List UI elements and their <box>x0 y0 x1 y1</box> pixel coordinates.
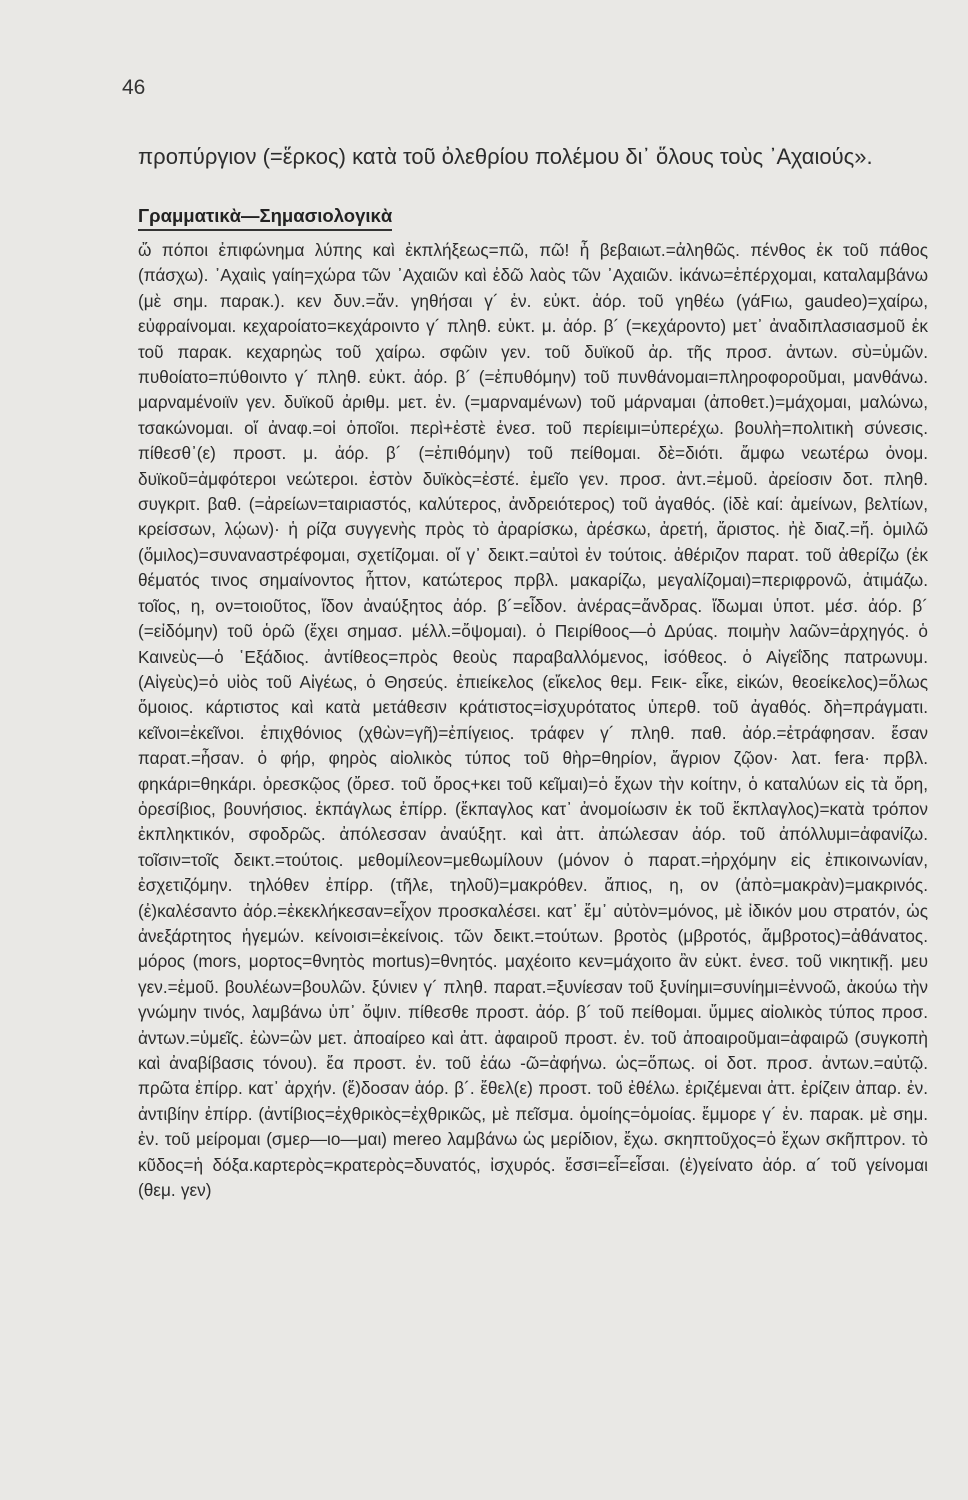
glossary-text: ὤ πόποι ἐπιφώνημα λύπης καὶ ἐκπλήξεως=πῶ, πῶ! ἦ βεβαιωτ.=ἀληθῶς. πένθος ἐκ τοῦ πάθος (πάσχω). ᾽Αχαιὶς γαίη=χώρα τῶν ᾽Αχαιῶν καὶ ἐδῶ λαὸς τῶν ᾽Αχαιῶν. ἱκάνω=ἐπέρχομαι, καταλαμβάνω (μὲ σημ. παρακ.). κεν δυν.=ἄν. γηθήσαι γ´ ἑν. εὐκτ. ἀόρ. τοῦ γηθέω (γάFιω, gaudeo)=χαίρω, εὐφραίνομαι. κεχαροίατο=κεχάροιντο γ´ πληθ. εὐκτ. μ. ἀόρ. β´ (=κεχάροντο) μετ᾽ ἀναδιπλασιασμοῦ ἐκ τοῦ παρακ. κεχαρηὼς τοῦ χαίρω. σφῶιν γεν. τοῦ δυϊκοῦ ἀρ. τῆς προσ. ἀντων. σὺ=ὑμῶν. πυθοίατο=πύθοιντο γ´ πληθ. εὐκτ. ἀόρ. β´ (=ἐπυθόμην) τοῦ πυνθάνομαι=πληροφοροῦμαι, μανθάνω. μαρναμένοιϊν γεν. δυϊκοῦ ἀριθμ. μετ. ἐν. (=μαρναμένων) τοῦ μάρναμαι (ἀποθετ.)=μάχομαι, μαλώνω, τσακώνομαι. οἵ ἀναφ.=οἱ ὁποῖοι. περὶ+ἐστὲ ἐνεσ. τοῦ περίειμι=ὑπερέχω. βουλὴ=πολιτικὴ σύνεσις. πίθεσθ᾽(ε) προστ. μ. ἀόρ. β´ (=ἐπιθόμην) τοῦ πείθομαι. δὲ=διότι. ἄμφω νεωτέρω ὀνομ. δυϊκοῦ=ἀμφότεροι νεώτεροι. ἐστὸν δυϊκὸς=ἐστέ. ἐμεῖο γεν. προσ. ἀντ.=ἐμοῦ. ἀρείοσιν δοτ. πληθ. συγκριτ. βαθ. (=ἀρείων=ταιριαστός, καλύτερος, ἀνδρειότερος) τοῦ ἀγαθός. (ἰδὲ καί: ἀμείνων, βελτίων, κρείσσων, λῴων)· ἡ ρίζα συγγενὴς πρὸς τὸ ἀραρίσκω, ἀρέσκω, ἀρετή, ἄριστος. ἠὲ διαζ.=ἤ. ὁμιλῶ (ὅμιλος)=συναναστρέφομαι, σχετίζομαι. οἵ γ᾽ δεικτ.=αὐτοὶ ἐν τούτοις. ἀθέριζον παρατ. τοῦ ἀθερίζω (ἐκ θέματός τινος σημαίνοντος ἧττον, κατώτερος πρβλ. μακαρίζω, μεγαλίζομαι)=περιφρονῶ, ἀτιμάζω. τοῖος, η, ον=τοιοῦτος, ἴδον ἀναύξητος ἀόρ. β´=εἶδον. ἀνέρας=ἄνδρας. ἴδωμαι ὑποτ. μέσ. ἀόρ. β´ (=εἰδόμην) τοῦ ὁρῶ (ἔχει σημασ. μέλλ.=ὄψομαι). ὁ Πειρίθοος—ὁ Δρύας. ποιμὴν λαῶν=ἀρχηγός. ὁ Καινεὺς—ὁ ῾Εξάδιος. ἀντίθεος=πρὸς θεοὺς παραβαλλόμενος, ἰσόθεος. ὁ Αἰγεΐδης πατρωνυμ. (Αἰγεὺς)=ὁ υἱὸς τοῦ Αἰγέως, ὁ Θησεύς. ἐπιείκελος (εἴκελος θεμ. Fεικ- εἶκε, εἰκών, θεοείκελος)=ὅλως ὅμοιος. κάρτιστος καὶ κατὰ μετάθεσιν κράτιστος=ἰσχυρότατος ὑπερθ. τοῦ ἀγαθός. δὴ=πράγματι. κεῖνοι=ἐκεῖνοι. ἐπιχθόνιος (χθὼν=γῆ)=ἐπίγειος. τράφεν γ´ πληθ. παθ. ἀόρ.=ἐτράφησαν. ἔσαν παρατ.=ἦσαν. ὁ φήρ, φηρὸς αἰολικὸς τύπος τοῦ θὴρ=θηρίον, ἄγριον ζῷον· λατ. fera· πρβλ. φηκάρι=θηκάρι. ὀρεσκῷος (ὄρεσ. τοῦ ὄρος+κει τοῦ κεῖμαι)=ὁ ἔχων τὴν κοίτην, ὁ καταλύων εἰς τὰ ὄρη, ὀρεσίβιος, βουνήσιος. ἐκπάγλως ἐπίρρ. (ἔκπαγλος κατ᾽ ἀνομοίωσιν ἐκ τοῦ ἔκπλαγλος)=κατὰ τρόπον ἐκπληκτικόν, σφοδρῶς. ἀπόλεσσαν ἀναύξητ. καὶ ἀττ. ἀπώλεσαν ἀόρ. τοῦ ἀπόλλυμι=ἀφανίζω. τοῖσιν=τοῖς δεικτ.=τούτοις. μεθομίλεον=μεθωμίλουν (μόνον ὁ παρατ.=ἠρχόμην εἰς ἐπικοινωνίαν, ἐσχετιζόμην. τηλόθεν ἐπίρρ. (τῆλε, τηλοῦ)=μακρόθεν. ἄπιος, η, ον (ἀπὸ=μακρὰν)=μακρινός. (ἐ)καλέσαντο ἀόρ.=ἐκεκλήκεσαν=εἶχον προσκαλέσει. κατ᾽ ἔμ᾽ αὐτὸν=μόνος, μὲ ἰδικόν μου στρατόν, ὡς ἀνεξάρτητος ἡγεμών. κείνοισι=ἐκείνοις. τῶν δεικτ.=τούτων. βροτὸς (μβροτός, ἄμβροτος)=ἀθάνατος. μόρος (mors, μορτος=θνητὸς mortus)=θνητός. μαχέοιτο κεν=μάχοιτο ἂν εὐκτ. ἐνεσ. τοῦ νικητικῇ. μευ γεν.=ἐμοῦ. βουλέων=βουλῶν. ξύνιεν γ´ πληθ. παρατ.=ξυνίεσαν τοῦ ξυνίημι=συνίημι=ἐννοῶ, ἀκούω τὴν γνώμην τινός, λαμβάνω ὑπ᾽ ὄψιν. πίθεσθε προστ. ἀόρ. β´ τοῦ πείθομαι. ὔμμες αἰολικὸς τύπος προσ. ἀντων.=ὑμεῖς. ἐὼν=ὢν μετ. ἀποαίρεο καὶ ἀττ. ἀφαιροῦ προστ. ἐν. τοῦ ἀποαιροῦμαι=ἀφαιρῶ (συγκοπὴ καὶ ἀναβίβασις τόνου). ἔα προστ. ἐν. τοῦ ἐάω -ῶ=ἀφήνω. ὡς=ὅπως. οἱ δοτ. προσ. ἀντων.=αὐτῷ. πρῶτα ἐπίρρ. κατ᾽ ἀρχήν. (ἔ)δοσαν ἀόρ. β´. ἔθελ(ε) προστ. τοῦ ἐθέλω. ἐριζέμεναι ἀττ. ἐρίζειν ἀπαρ. ἐν. ἀντιβίην ἐπίρρ. (ἀντίβιος=ἐχθρικὸς=ἐχθρικῶς, μὲ πεῖσμα. ὁμοίης=ὁμοίας. ἔμμορε γ´ ἐν. παρακ. μὲ σημ. ἐν. τοῦ μείρομαι (σμερ—ιο—μαι) mereo λαμβάνω ὡς μερίδιον, ἔχω. σκηπτοῦχος=ὁ ἔχων σκῆπτρον. τὸ κῦδος=ἡ δόξα.καρτερὸς=κρατερὸς=δυνατός, ἰσχυρός. ἔσσι=εἶ=εἶσαι. (ἐ)γείνατο ἀόρ. α´ τοῦ γείνομαι (θεμ. γεν) <box>138 240 928 1201</box>
page-number: 46 <box>122 76 146 99</box>
section-title: Γραμματικὰ—Σημασιολογικὰ <box>138 205 392 231</box>
intro-paragraph: προπύργιον (=ἕρκος) κατὰ τοῦ ὀλεθρίου πολέμου δι᾽ ὅλους τοὺς ᾽Αχαιούς». <box>138 144 873 169</box>
